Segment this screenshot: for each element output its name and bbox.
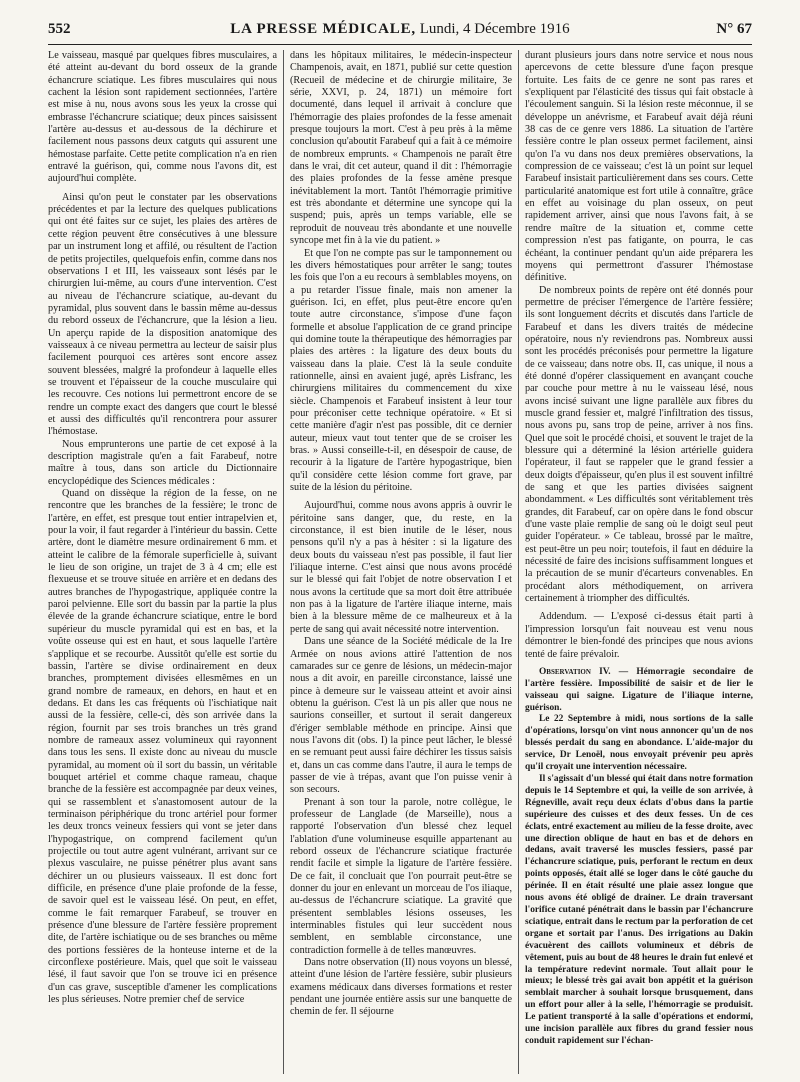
paragraph: Quand on dissèque la région de la fesse, on ne rencontre que les branches de la fessière; le tronc de l'artère, en effet, est presque tout entier intrapelvien et, pour la voir, il faut regarder à l'intérieur du bassin. Cette artère, dont le diamètre mesure ordinairement 6 mm. et atteint le calibre de la fémorale superficielle à, suivant le lieu de son origine, un trajet de 3 à 4 cm; elle est flexueuse et se trouve située en arrière et en dedans des autres branches de l'hypogastrique, appliquée contre la paroi pelvienne. Elle sort du bassin par la partie la plus élevée de la grande échancrure sciatique, entre le bord supérieur du muscle pyramidal qui est en bas, et la voûte osseuse qui est en haut, et sous laquelle l'artère s'applique et se recourbe. Aussitôt qu'elle est sortie du bassin, l'artère se divise ordinairement en deux branches, promptement divisées ellesmêmes en un grand nombre de rameaux, en dehors, en haut et en dedans. Et dans les cas fréquents où l'ischiatique nait aussi de la fessière, celle-ci, dès son arrivée dans la région, fournit par ses trois branches un très grand nombre de rameaux assez volumineux qui rayonnent dans tous les sens. Il existe donc au niveau du muscle pyramidal, au moment où il sort du bassin, un véritable bouquet artériel et comme chaque rameau, chaque branche de la fessière est accompagnée par deux veines, qui se rassemblent et s'anastomosent autour de la terminaison périphérique du tronc artériel pour former les deux troncs veineux fessiers qui vont se jeter dans l'hypogastrique, on comprend facilement qu'un projectile ou tout autre agent vulnérant, arrivant sur ce plexus vasculaire, ne puisse pénétrer plus avant sans déchirer un ou plusieurs vaisseaux. Il est donc fort difficile, en présence d'une plaie profonde de la fesse, de savoir quel est le vaisseau lésé. On peut, en effet, comme le fait remarquer Farabeuf, se trouver en présence d'une blessure de l'artère fessière proprement dite, de l'artère ischiatique ou de ses branches ou même des portions fessières de la honteuse interne et de la circonflexe postérieure. Mais, quel que soit le vaisseau lésé, il faut savoir que l'on se trouve ici en présence d'un cas grave, susceptible d'amener les complications les plus sérieuses. Notre premier chef de service xyxy=(48,488,277,1006)
addendum-paragraph: Addendum. — L'exposé ci-dessus était parti à l'impression lorsqu'un fait nouveau est venu nous démontrer le bien-fondé des principes que nous avions tenté de faire prévaloir. xyxy=(525,611,753,660)
paragraph: Et que l'on ne compte pas sur le tamponnement ou les divers hémostatiques pour arrêter le sang; toutes les fois que l'on a eu recours à semblables moyens, on a pu retarder l'issue finale, mais non amener la guérison. Ici, en effet, plus peut-être encore qu'en toute autre circonstance, s'impose d'une façon formelle et absolue l'application de ce grand principe qui domine toute la thérapeutique des hémorragies par plaies des artères : la ligature des deux bouts du vaisseau dans la plaie. C'est là la seule conduite rationnelle, ainsi en avaient jugé, après Lisfranc, les chirurgiens militaires du commencement du xixe siècle. Champenois et Farabeuf insistent à leur tour pour préconiser cette technique opératoire. « Et si cette manière d'agir n'est pas possible, dit ce dernier auteur, mieux vaut tout tenter que de se croiser les bras. » Aussi conseille-t-il, en désespoir de cause, de recourir à la ligature de l'artère hypogastrique, bien qu'il considère cette lésion comme fort grave, par suite de la lésion du péritoine. xyxy=(290,247,512,494)
page-number: 552 xyxy=(48,20,71,37)
observation-paragraph: Le 22 Septembre à midi, nous sortions de la salle d'opérations, lorsqu'on vint nous annoncer qu'un de nos blessés perdait du sang en abondance. L'aide-major du service, Dr Lenoël, nous envoyait prévenir peu après qu'il croyait une intervention nécessaire. xyxy=(525,714,753,773)
page-header xyxy=(48,16,752,42)
paragraph: De nombreux points de repère ont été donnés pour permettre de préciser l'émergence de l'artère fessière; ils sont longuement décrits et discutés dans l'article de Farabeuf et dans les divers traités de médecine opératoire, nous n'y reviendrons pas. Nombreux aussi sont les procédés préconisés pour permettre la ligature de ce vaisseau; dans notre obs. II, cas unique, il nous a été donné d'opérer classiquement en avançant couche par couche pour mettre à nu le vaisseau lésé, nous avons incisé suivant une ligne parallèle aux fibres du muscle grand fessier et, malgré l'infiltration des tissus, nous avons pu, sans trop de peine, arriver à nos fins. Quel que soit le procédé choisi, et souvent le trajet de la blessure qui a déterminé la lésion artérielle guidera l'opérateur, il faut se rappeler que le grand fessier a deux doigts d'épaisseur, qu'en plus il est souvent infiltré de sang et que les parties divisées saignent abondamment. « Les difficultés sont véritablement très grandes, dit Farabeuf, car on opère dans le fond obscur d'une vaste plaie remplie de sang où le doigt seul peut guider l'opérateur. » Ce tableau, brossé par le maître, est peut-être un peu noir; toutefois, il faut en déduire la nécessité de faire des incisions suffisamment longues et la précaution de se munir d'écarteurs convenables. En procédant alors méthodiquement, on arrivera certainement à triompher des difficultés. xyxy=(525,284,753,605)
observation-label: Observation IV. xyxy=(539,666,611,677)
journal-title-line xyxy=(108,21,692,38)
observation-heading-text: — Hémorragie secondaire de l'artère fessière. Impossibilité de saisir et de lier le vaisseau qui saigne. Ligature de l'iliaque interne, guérison. xyxy=(525,666,753,713)
text-columns xyxy=(48,50,754,1074)
paragraph: Dans une séance de la Société médicale de la Ire Armée on nous avions attiré l'attention de nos camarades sur ce genre de lésions, un médecin-major nous a dit avoir, en pareille circonstance, laissé une pince à demeure sur le vaisseau atteint et avoir ainsi obtenu la guérison. C'est là un pis aller que nous ne saurions conseiller, et surtout il serait dangereux d'ériger semblable méthode en principe. Ainsi que nous l'avons dit (obs. I) la pince peut lâcher, le blessé en se remuant peut aussi faire déchirer les tissus saisis et, dans un cas comme dans l'autre, il aura le temps de passer de vie à trépas, avant que l'on puisse venir à son secours. xyxy=(290,636,512,796)
paragraph: Nous emprunterons une partie de cet exposé à la description magistrale qu'en a fait Farabeuf, notre maître à tous, dans son article du Dictionnaire encyclopédique des Sciences médicales : xyxy=(48,438,277,487)
column-1 xyxy=(48,50,283,1074)
column-2 xyxy=(283,50,518,1074)
issue-date: Lundi, 4 Décembre 1916 xyxy=(415,20,570,37)
paragraph: Dans notre observation (II) nous voyons un blessé, atteint d'une lésion de l'artère fessière, subir plusieurs examens médicaux dans diverses formations et rester pendant une journée entière assis sur une banquette de chemin de fer. Il séjourne xyxy=(290,957,512,1018)
paragraph: dans les hôpitaux militaires, le médecin-inspecteur Champenois, avait, en 1871, publié sur cette question (Recueil de médecine et de chirurgie militaire, 3e série, XXVI, p. 24, 1871) un mémoire fort documenté, dans lequel il arrivait à conclure que l'hémorragie des plaies profondes de la fesse amenait presque toujours la mort. C'est à peu près à la même conclusion qu'aboutit Farabeuf qui a fait à ce mémoire de nombreux emprunts. « Champenois ne paraît être dans le vrai, dit cet auteur, quand il dit : l'hémorragie des plaies profondes de la fesse amène presque inévitablement la mort. Tantôt l'hémorragie primitive est très abondante et détermine une syncope qui la suspend; puis, après un temps variable, elle se reproduit de nouveau très abondante et une nouvelle syncope met fin à la vie du patient. » xyxy=(290,50,512,247)
journal-title: LA PRESSE MÉDICALE, xyxy=(230,20,416,37)
observation-heading xyxy=(525,667,753,715)
observation-paragraph: Il s'agissait d'un blessé qui était dans notre formation depuis le 14 Septembre et qui, la veille de son arrivée, à Régneville, avait reçu deux éclats d'obus dans la partie supérieure des cuisses et des deux fesses. Un de ces éclats, entré exactement au milieu de la fesse droite, avec une direction oblique de haut en bas et de dehors en dedans, avait traversé les muscles fessiers, passé par l'échancrure sciatique, puis, perforant le rectum en deux points opposés, était allé se loger dans le côté gauche du périnée. Il en était résulté une plaie assez longue que nous avons été obligé de drainer. Le drain traversant l'orifice cutané pénétrait dans le bassin par l'échancrure sciatique, entrait dans le rectum par la perforation de cet organe et sortait par l'anus. Des irrigations au Dakin évacuèrent des caillots volumineux et débris de vêtement, puis au bout de 48 heures le drain fut enlevé et la température redevint normale. Tout allait pour le mieux; le blessé très gai avait bon appétit et la guérison semblait marcher à souhait lorsque brusquement, dans un effort pour aller à la selle, l'hémorragie se produisit. Le patient transporté à la salle d'opérations et endormi, une incision parallèle aux fibres du grand fessier nous conduit rapidement sur l'échan- xyxy=(525,774,753,1046)
paragraph: Le vaisseau, masqué par quelques fibres musculaires, a été atteint au-devant du bord osseux de la grande échancrure sciatique. Les fibres musculaires qui nous cachent la lésion sont rapidement sectionnées, l'artère est mise à nu, nous avons sous les yeux la crosse qui embrasse l'échancrure sciatique; deux pinces saisissent l'artère au-dessus et au-dessous de la déchirure et facilement nous passons deux catguts qui assurent une hémostase parfaite. Cette petite complication n'a en rien entravé la guérison, qui, comme nous l'avons dit, est aujourd'hui complète. xyxy=(48,50,277,185)
paragraph: Ainsi qu'on peut le constater par les observations précédentes et par la lecture des quelques publications qui ont été faites sur ce sujet, les plaies des artères de cette région peuvent être consécutives à une blessure par un instrument long et affilé, ou résultent de l'action de petits projectiles, quelquefois enfin, comme dans nos observations I et III, les vaisseaux sont lésés par le chirurgien lui-même, au cours d'une intervention. C'est au niveau de l'échancrure sciatique, au-devant du pyramidal, plus souvent dans le bassin même au-dessus du rebord osseux de l'échancrure, que la lésion a lieu. Un aperçu rapide de la disposition anatomique des vaisseaux à ce niveau permettra au lecteur de saisir plus facilement pourquoi ces artères sont encore assez souvent blessées, malgré la profondeur à laquelle elles se trouvent et l'épaisseur de la couche musculaire qui les recouvre. Ces notions lui permettront encore de se rendre un compte exact des dangers que court le blessé et aussi des difficultés qu'il rencontrera pour assurer l'hémostase. xyxy=(48,191,277,438)
observation-iv xyxy=(525,667,753,1048)
paragraph: Aujourd'hui, comme nous avons appris à ouvrir le péritoine sans danger, que, du reste, en la circonstance, il est bien inutile de le léser, nous pensons qu'il n'y a pas à hésiter : si la ligature des deux bouts du vaisseau n'est pas possible, il faut lier l'iliaque interne. C'est ainsi que nous avons procédé sur le blessé qui fait l'objet de notre observation I et nous avons la certitude que sa mort doit être attribuée non pas à la ligature de l'artère iliaque interne, mais bien à la blessure même de ce malheureux et à la perte de sang qui avait nécessité notre intervention. xyxy=(290,500,512,635)
column-3 xyxy=(518,50,753,1074)
issue-number: N° 67 xyxy=(716,20,752,37)
paragraph: durant plusieurs jours dans notre service et nous nous apercevons de cette blessure d'une façon presque fortuite. Les faits de ce genre ne sont pas rares et s'expliquent par l'élasticité des tissus qui fait obstacle à l'écoulement sanguin. Si la lésion reste méconnue, il se développe un anévrisme, et Farabeuf avait déjà réuni 38 cas de ce genre vers 1886. La situation de l'artère fessière contre le plan osseux permet facilement, ainsi qu'on l'a vu dans nos deux premières observations, la compression de ce vaisseau; c'est là un point sur lequel Farabeuf insistait particulièrement dans ses cours. Cette particularité anatomique est fort utile à connaître, grâce en effet au voisinage du plan osseux, on peut rapidement arriver, ainsi que nous l'avons fait, à se rendre maître de la situation et, comme cette compression n'est pas fatigante, on pourra, le cas échéant, la continuer pendant qu'un aide préparera les moyens qui permettront d'assurer l'hémostase définitive. xyxy=(525,50,753,284)
paragraph: Prenant à son tour la parole, notre collègue, le professeur de Langlade (de Marseille), nous a rapporté l'observation d'un blessé chez lequel l'ablation d'une volumineuse esquille appartenant au rebord osseux de l'échancrure sciatique fracturée rendit facile et simple la ligature de l'artère fessière. De ce fait, il concluait que l'on pourrait peut-être se donner du jour en enlevant un morceau de l'os iliaque, au-dessus de l'échancrure sciatique. La gravité que présentent semblables lésions osseuses, les interminables fistules qui leur succèdent nous semblent, en semblable circonstance, une contradiction formelle à de telles manœuvres. xyxy=(290,796,512,956)
header-rule xyxy=(48,44,752,45)
